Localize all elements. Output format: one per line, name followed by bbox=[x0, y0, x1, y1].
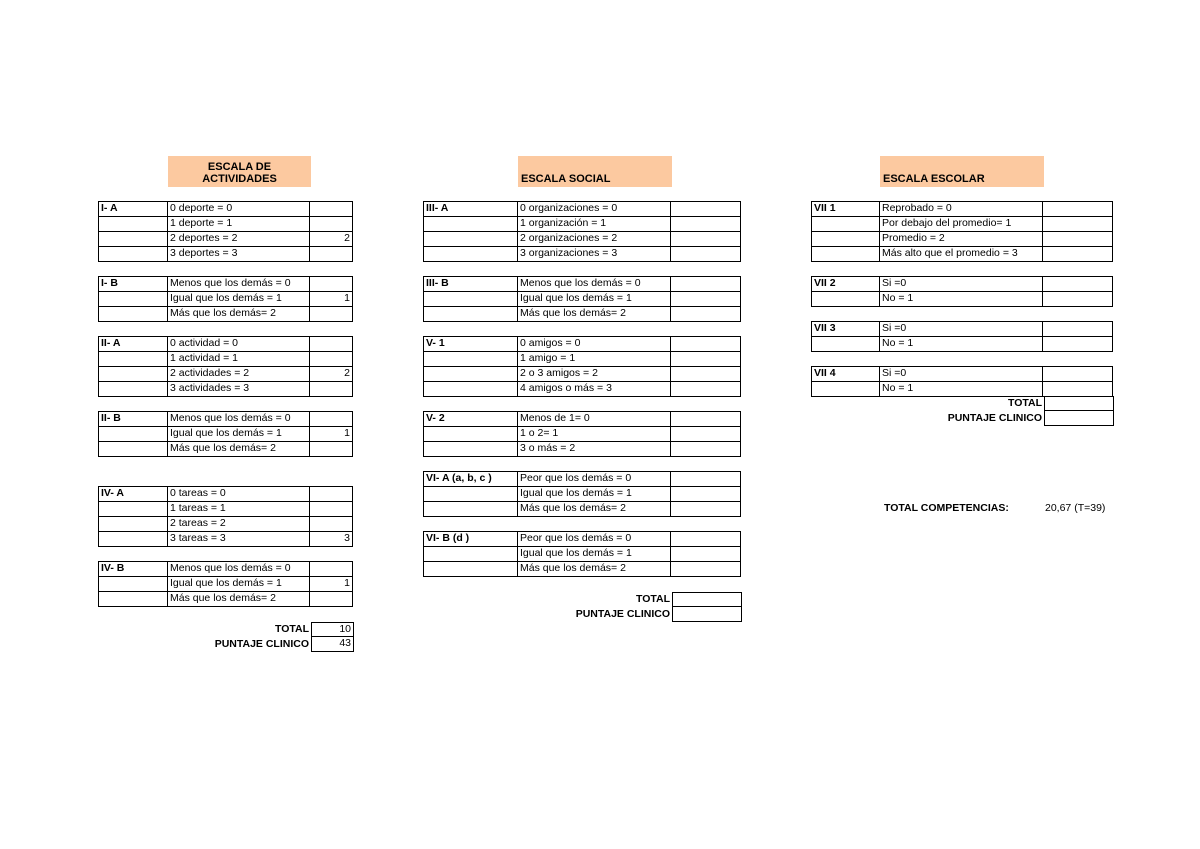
score-row bbox=[98, 201, 353, 217]
item-code-empty bbox=[423, 382, 518, 396]
score-cell[interactable] bbox=[671, 247, 741, 261]
item-code: IV- B bbox=[98, 562, 168, 576]
option-label: Igual que los demás = 1 bbox=[518, 487, 671, 501]
option-label: Por debajo del promedio= 1 bbox=[880, 217, 1043, 231]
score-block-vii-3 bbox=[811, 321, 1113, 352]
puntaje-clinico-value[interactable]: 43 bbox=[311, 637, 354, 652]
score-cell[interactable] bbox=[671, 367, 741, 381]
header-line-1: ESCALA DE bbox=[207, 161, 272, 173]
score-block-iii-a bbox=[423, 201, 741, 262]
item-code-empty bbox=[98, 217, 168, 231]
score-cell[interactable] bbox=[671, 442, 741, 456]
score-cell[interactable] bbox=[671, 472, 741, 486]
item-code-empty bbox=[423, 502, 518, 516]
item-code: VI- B (d ) bbox=[423, 532, 518, 546]
score-block-iii-b bbox=[423, 276, 741, 322]
option-label: 3 deportes = 3 bbox=[168, 247, 310, 261]
option-label: Si =0 bbox=[880, 322, 1043, 336]
score-block-ii-a bbox=[98, 336, 353, 397]
option-label: 2 organizaciones = 2 bbox=[518, 232, 671, 246]
score-cell[interactable] bbox=[671, 202, 741, 216]
score-row bbox=[98, 382, 353, 397]
score-row bbox=[98, 352, 353, 367]
score-row bbox=[98, 577, 353, 592]
score-row bbox=[423, 276, 741, 292]
item-code: III- B bbox=[423, 277, 518, 291]
score-cell[interactable]: 1 bbox=[310, 292, 353, 306]
option-label: Reprobado = 0 bbox=[880, 202, 1043, 216]
option-label: 0 tareas = 0 bbox=[168, 487, 310, 501]
total-label: TOTAL bbox=[1007, 397, 1042, 409]
score-block-v-1 bbox=[423, 336, 741, 397]
score-block-i-b bbox=[98, 276, 353, 322]
score-row bbox=[423, 232, 741, 247]
score-cell[interactable] bbox=[671, 532, 741, 546]
option-label: Promedio = 2 bbox=[880, 232, 1043, 246]
score-block-vi-b bbox=[423, 531, 741, 577]
option-label: Más alto que el promedio = 3 bbox=[880, 247, 1043, 261]
option-label: 3 actividades = 3 bbox=[168, 382, 310, 396]
score-cell[interactable] bbox=[671, 502, 741, 516]
item-code: VII 1 bbox=[811, 202, 880, 216]
option-label: 2 actividades = 2 bbox=[168, 367, 310, 381]
item-code-empty bbox=[811, 337, 880, 351]
item-code: II- B bbox=[98, 412, 168, 426]
item-code-empty bbox=[423, 427, 518, 441]
score-cell[interactable] bbox=[671, 562, 741, 576]
option-label: 1 tareas = 1 bbox=[168, 502, 310, 516]
option-label: Menos que los demás = 0 bbox=[518, 277, 671, 291]
score-cell[interactable] bbox=[671, 412, 741, 426]
puntaje-clinico-value[interactable] bbox=[1044, 411, 1114, 426]
score-row bbox=[98, 532, 353, 547]
score-row bbox=[98, 427, 353, 442]
item-code-empty bbox=[98, 502, 168, 516]
item-code-empty bbox=[423, 247, 518, 261]
header-escala-escolar bbox=[880, 156, 1044, 187]
option-label: 3 organizaciones = 3 bbox=[518, 247, 671, 261]
option-label: Si =0 bbox=[880, 277, 1043, 291]
score-row bbox=[98, 517, 353, 532]
score-cell[interactable] bbox=[671, 307, 741, 321]
score-block-i-a bbox=[98, 201, 353, 262]
score-cell[interactable] bbox=[310, 277, 353, 291]
score-block-ii-b bbox=[98, 411, 353, 457]
option-label: No = 1 bbox=[880, 292, 1043, 306]
item-code: VII 3 bbox=[811, 322, 880, 336]
score-row bbox=[811, 201, 1113, 217]
total-competencias-label: TOTAL COMPETENCIAS: bbox=[884, 502, 1009, 514]
option-label: Más que los demás= 2 bbox=[168, 307, 310, 321]
option-label: 1 deporte = 1 bbox=[168, 217, 310, 231]
item-code-empty bbox=[423, 292, 518, 306]
score-row bbox=[811, 366, 1113, 382]
item-code-empty bbox=[98, 427, 168, 441]
score-cell[interactable] bbox=[671, 547, 741, 561]
option-label: 0 actividad = 0 bbox=[168, 337, 310, 351]
score-cell[interactable] bbox=[1043, 322, 1113, 336]
option-label: Igual que los demás = 1 bbox=[518, 547, 671, 561]
score-row bbox=[811, 382, 1113, 397]
option-label: No = 1 bbox=[880, 337, 1043, 351]
score-cell[interactable] bbox=[310, 592, 353, 606]
score-row bbox=[811, 292, 1113, 307]
score-row bbox=[423, 217, 741, 232]
score-cell[interactable] bbox=[671, 277, 741, 291]
score-block-vi-a bbox=[423, 471, 741, 517]
option-label: 0 deporte = 0 bbox=[168, 202, 310, 216]
option-label: 0 amigos = 0 bbox=[518, 337, 671, 351]
item-code-empty bbox=[423, 562, 518, 576]
total-label: TOTAL bbox=[274, 623, 309, 635]
score-row bbox=[98, 411, 353, 427]
total-value[interactable] bbox=[1044, 396, 1114, 411]
score-cell[interactable] bbox=[1043, 367, 1113, 381]
score-row bbox=[98, 276, 353, 292]
totals-actividades bbox=[168, 622, 354, 652]
score-cell[interactable] bbox=[310, 487, 353, 501]
score-block-iv-a bbox=[98, 486, 353, 547]
score-cell[interactable] bbox=[310, 337, 353, 351]
score-row bbox=[811, 276, 1113, 292]
score-row bbox=[423, 352, 741, 367]
score-cell[interactable] bbox=[671, 292, 741, 306]
score-row bbox=[98, 502, 353, 517]
score-cell[interactable] bbox=[310, 247, 353, 261]
total-competencias-value: 20,67 (T=39) bbox=[1045, 502, 1106, 514]
score-row bbox=[811, 217, 1113, 232]
score-row bbox=[423, 487, 741, 502]
score-row bbox=[98, 247, 353, 262]
item-code: VI- A (a, b, c ) bbox=[423, 472, 518, 486]
total-value[interactable]: 10 bbox=[311, 622, 354, 637]
puntaje-clinico-label: PUNTAJE CLINICO bbox=[214, 638, 309, 650]
score-row bbox=[98, 217, 353, 232]
option-label: 1 o 2= 1 bbox=[518, 427, 671, 441]
score-block-iv-b bbox=[98, 561, 353, 607]
option-label: Igual que los demás = 1 bbox=[168, 577, 310, 591]
score-row bbox=[423, 307, 741, 322]
header-escala-social bbox=[518, 156, 672, 187]
item-code-empty bbox=[423, 547, 518, 561]
score-cell[interactable] bbox=[671, 382, 741, 396]
option-label: Menos que los demás = 0 bbox=[168, 562, 310, 576]
score-row bbox=[811, 232, 1113, 247]
totals-escolar bbox=[880, 396, 1114, 426]
totals-social bbox=[518, 592, 742, 622]
score-row bbox=[98, 292, 353, 307]
item-code: IV- A bbox=[98, 487, 168, 501]
score-cell[interactable]: 2 bbox=[310, 367, 353, 381]
option-label: 1 organización = 1 bbox=[518, 217, 671, 231]
score-cell[interactable] bbox=[671, 337, 741, 351]
item-code-empty bbox=[811, 382, 880, 396]
item-code-empty bbox=[423, 232, 518, 246]
score-row bbox=[811, 321, 1113, 337]
score-row bbox=[423, 411, 741, 427]
score-row bbox=[98, 336, 353, 352]
score-cell[interactable] bbox=[671, 487, 741, 501]
score-row bbox=[423, 442, 741, 457]
option-label: 4 amigos o más = 3 bbox=[518, 382, 671, 396]
item-code-empty bbox=[811, 232, 880, 246]
score-row bbox=[423, 562, 741, 577]
item-code-empty bbox=[98, 352, 168, 366]
puntaje-clinico-label: PUNTAJE CLINICO bbox=[947, 412, 1042, 424]
score-cell[interactable] bbox=[671, 217, 741, 231]
score-row bbox=[98, 486, 353, 502]
item-code-empty bbox=[98, 517, 168, 531]
item-code-empty bbox=[423, 487, 518, 501]
score-cell[interactable]: 1 bbox=[310, 427, 353, 441]
option-label: Más que los demás= 2 bbox=[518, 562, 671, 576]
header-social-label: ESCALA SOCIAL bbox=[521, 173, 611, 185]
item-code-empty bbox=[423, 307, 518, 321]
option-label: Igual que los demás = 1 bbox=[168, 292, 310, 306]
header-line-2: ACTIVIDADES bbox=[202, 173, 277, 185]
score-cell[interactable] bbox=[1043, 217, 1113, 231]
item-code-empty bbox=[98, 367, 168, 381]
option-label: 3 tareas = 3 bbox=[168, 532, 310, 546]
item-code-empty bbox=[811, 292, 880, 306]
option-label: Peor que los demás = 0 bbox=[518, 472, 671, 486]
score-row bbox=[423, 427, 741, 442]
score-cell[interactable] bbox=[671, 232, 741, 246]
item-code-empty bbox=[98, 382, 168, 396]
item-code: III- A bbox=[423, 202, 518, 216]
total-label: TOTAL bbox=[635, 593, 670, 605]
score-row bbox=[423, 247, 741, 262]
score-row bbox=[423, 201, 741, 217]
item-code-empty bbox=[98, 292, 168, 306]
score-cell[interactable] bbox=[310, 307, 353, 321]
option-label: 2 o 3 amigos = 2 bbox=[518, 367, 671, 381]
item-code: V- 2 bbox=[423, 412, 518, 426]
option-label: Más que los demás= 2 bbox=[518, 502, 671, 516]
item-code-empty bbox=[423, 367, 518, 381]
option-label: 2 tareas = 2 bbox=[168, 517, 310, 531]
score-block-v-2 bbox=[423, 411, 741, 457]
item-code: VII 2 bbox=[811, 277, 880, 291]
item-code-empty bbox=[98, 442, 168, 456]
puntaje-clinico-value[interactable] bbox=[672, 607, 742, 622]
option-label: Igual que los demás = 1 bbox=[168, 427, 310, 441]
option-label: Más que los demás= 2 bbox=[168, 442, 310, 456]
score-cell[interactable] bbox=[310, 502, 353, 516]
score-row bbox=[423, 547, 741, 562]
score-cell[interactable] bbox=[1043, 247, 1113, 261]
option-label: Si =0 bbox=[880, 367, 1043, 381]
score-cell[interactable] bbox=[310, 217, 353, 231]
option-label: 3 o más = 2 bbox=[518, 442, 671, 456]
item-code-empty bbox=[98, 592, 168, 606]
item-code-empty bbox=[98, 247, 168, 261]
header-escolar-label: ESCALA ESCOLAR bbox=[883, 173, 985, 185]
item-code-empty bbox=[423, 352, 518, 366]
option-label: 1 amigo = 1 bbox=[518, 352, 671, 366]
score-block-vii-2 bbox=[811, 276, 1113, 307]
score-row bbox=[811, 337, 1113, 352]
option-label: Menos que los demás = 0 bbox=[168, 277, 310, 291]
item-code: V- 1 bbox=[423, 337, 518, 351]
option-label: Menos de 1= 0 bbox=[518, 412, 671, 426]
score-cell[interactable]: 2 bbox=[310, 232, 353, 246]
score-cell[interactable] bbox=[310, 562, 353, 576]
option-label: 1 actividad = 1 bbox=[168, 352, 310, 366]
score-row bbox=[98, 307, 353, 322]
score-cell[interactable] bbox=[1043, 337, 1113, 351]
score-cell[interactable]: 3 bbox=[310, 532, 353, 546]
score-cell[interactable] bbox=[1043, 232, 1113, 246]
score-cell[interactable] bbox=[310, 352, 353, 366]
score-row bbox=[423, 471, 741, 487]
score-row bbox=[423, 382, 741, 397]
item-code-empty bbox=[811, 217, 880, 231]
score-cell[interactable] bbox=[310, 442, 353, 456]
score-cell[interactable] bbox=[310, 412, 353, 426]
score-cell[interactable] bbox=[671, 427, 741, 441]
score-cell[interactable] bbox=[310, 517, 353, 531]
score-cell[interactable] bbox=[1043, 202, 1113, 216]
item-code-empty bbox=[423, 442, 518, 456]
option-label: Más que los demás= 2 bbox=[518, 307, 671, 321]
score-row bbox=[98, 561, 353, 577]
option-label: 2 deportes = 2 bbox=[168, 232, 310, 246]
score-block-vii-1 bbox=[811, 201, 1113, 262]
score-cell[interactable]: 1 bbox=[310, 577, 353, 591]
score-cell[interactable] bbox=[310, 202, 353, 216]
option-label: Igual que los demás = 1 bbox=[518, 292, 671, 306]
score-row bbox=[423, 336, 741, 352]
total-value[interactable] bbox=[672, 592, 742, 607]
score-cell[interactable] bbox=[671, 352, 741, 366]
item-code: I- A bbox=[98, 202, 168, 216]
option-label: Más que los demás= 2 bbox=[168, 592, 310, 606]
score-row bbox=[98, 442, 353, 457]
score-row bbox=[98, 592, 353, 607]
score-row bbox=[423, 292, 741, 307]
score-cell[interactable] bbox=[310, 382, 353, 396]
score-row bbox=[423, 367, 741, 382]
option-label: No = 1 bbox=[880, 382, 1043, 396]
score-cell[interactable] bbox=[1043, 382, 1113, 396]
score-block-vii-4 bbox=[811, 366, 1113, 397]
option-label: Peor que los demás = 0 bbox=[518, 532, 671, 546]
score-row bbox=[98, 232, 353, 247]
item-code-empty bbox=[98, 307, 168, 321]
score-row bbox=[811, 247, 1113, 262]
puntaje-clinico-label: PUNTAJE CLINICO bbox=[575, 608, 670, 620]
option-label: Menos que los demás = 0 bbox=[168, 412, 310, 426]
score-cell[interactable] bbox=[1043, 277, 1113, 291]
score-cell[interactable] bbox=[1043, 292, 1113, 306]
score-row bbox=[423, 502, 741, 517]
score-row bbox=[98, 367, 353, 382]
item-code: I- B bbox=[98, 277, 168, 291]
item-code-empty bbox=[98, 232, 168, 246]
header-escala-actividades bbox=[168, 156, 311, 187]
item-code: VII 4 bbox=[811, 367, 880, 381]
score-row bbox=[423, 531, 741, 547]
item-code-empty bbox=[811, 247, 880, 261]
item-code-empty bbox=[423, 217, 518, 231]
item-code-empty bbox=[98, 532, 168, 546]
item-code: II- A bbox=[98, 337, 168, 351]
item-code-empty bbox=[98, 577, 168, 591]
option-label: 0 organizaciones = 0 bbox=[518, 202, 671, 216]
